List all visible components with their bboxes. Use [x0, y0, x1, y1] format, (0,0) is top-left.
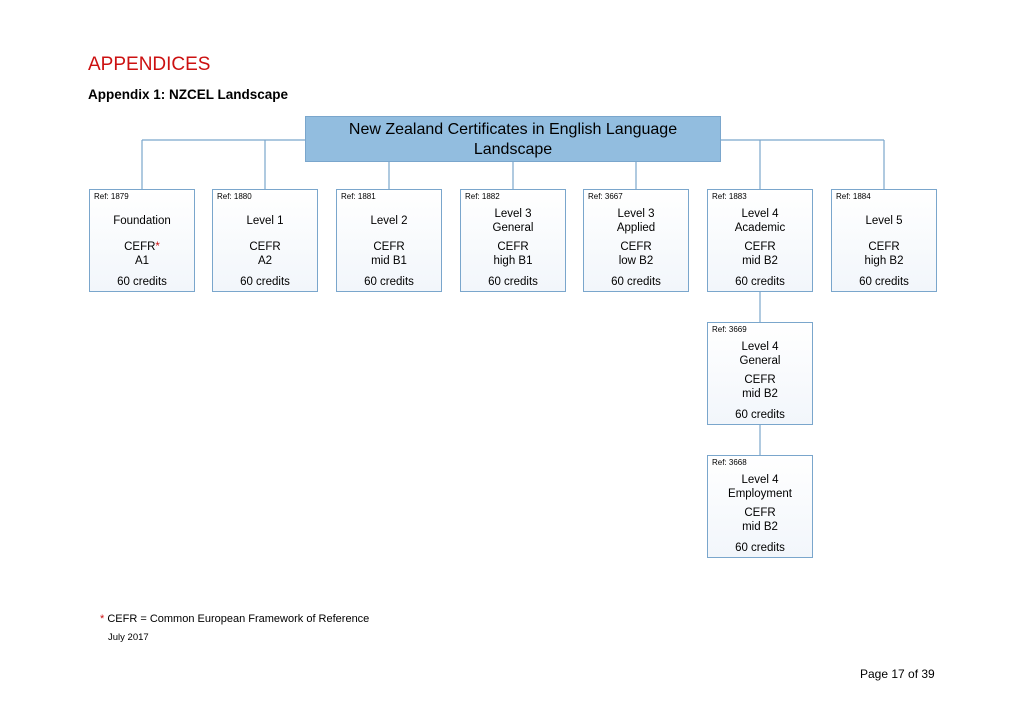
node-ref: Ref: 1881: [341, 192, 376, 201]
node-name: Level 1: [246, 215, 284, 227]
node-cefr-label: CEFR: [497, 241, 529, 253]
node-level-1: [212, 189, 318, 292]
node-name: Level 2: [370, 215, 408, 227]
asterisk-mark: *: [100, 613, 105, 625]
root-title-line1: New Zealand Certificates in English Language: [348, 121, 678, 138]
document-date: July 2017: [108, 632, 149, 643]
node-level-2: [336, 189, 442, 292]
node-cefr-label: CEFR: [744, 507, 776, 519]
node-cefr-level: mid B1: [371, 255, 407, 267]
node-cefr-label: CEFR: [744, 374, 776, 386]
node-level-4-academic: [707, 189, 813, 292]
node-cefr-level: mid B2: [742, 255, 778, 267]
node-ref: Ref: 1879: [94, 192, 129, 201]
node-credits: 60 credits: [488, 276, 538, 288]
node-name: Level 4 Employment: [728, 474, 792, 500]
node-cefr-level: high B2: [864, 255, 904, 267]
node-cefr-label: CEFR: [868, 241, 900, 253]
node-credits: 60 credits: [735, 542, 785, 554]
node-credits: 60 credits: [240, 276, 290, 288]
node-name: Level 3 Applied: [616, 208, 656, 234]
page-number: Page 17 of 39: [860, 667, 935, 681]
node-credits: 60 credits: [735, 409, 785, 421]
node-cefr-level: high B1: [493, 255, 533, 267]
node-ref: Ref: 1884: [836, 192, 871, 201]
node-credits: 60 credits: [611, 276, 661, 288]
footnote-text: CEFR = Common European Framework of Reference: [104, 613, 370, 625]
node-cefr-level: mid B2: [742, 388, 778, 400]
node-cefr-level: A2: [257, 255, 273, 267]
node-cefr-level: A1: [134, 255, 150, 267]
node-ref: Ref: 3668: [712, 458, 747, 467]
asterisk-mark: *: [155, 241, 160, 253]
node-credits: 60 credits: [364, 276, 414, 288]
node-cefr-label: CEFR: [373, 241, 405, 253]
page-heading: APPENDICES: [88, 54, 211, 75]
node-foundation: [89, 189, 195, 292]
node-credits: 60 credits: [117, 276, 167, 288]
node-ref: Ref: 1882: [465, 192, 500, 201]
node-level-3-general: [460, 189, 566, 292]
root-box: [305, 116, 721, 162]
node-name: Foundation: [113, 215, 171, 227]
node-cefr-label: CEFR: [744, 241, 776, 253]
node-level-4-general: [707, 322, 813, 425]
node-cefr-label: CEFR*: [124, 241, 160, 253]
node-cefr-level: mid B2: [742, 521, 778, 533]
node-credits: 60 credits: [859, 276, 909, 288]
node-cefr-level: low B2: [618, 255, 654, 267]
node-credits: 60 credits: [735, 276, 785, 288]
node-name: Level 4 General: [739, 341, 781, 367]
node-cefr-label: CEFR: [249, 241, 281, 253]
node-name: Level 3 General: [492, 208, 534, 234]
node-level-5: [831, 189, 937, 292]
node-cefr-label: CEFR: [620, 241, 652, 253]
node-ref: Ref: 1880: [217, 192, 252, 201]
node-level-4-employment: [707, 455, 813, 558]
footnote: [100, 613, 369, 625]
node-level-3-applied: [583, 189, 689, 292]
node-name: Level 4 Academic: [734, 208, 786, 234]
node-ref: Ref: 1883: [712, 192, 747, 201]
root-title-line2: Landscape: [473, 141, 553, 158]
node-ref: Ref: 3669: [712, 325, 747, 334]
node-name: Level 5: [865, 215, 903, 227]
node-ref: Ref: 3667: [588, 192, 623, 201]
appendix-subheading: Appendix 1: NZCEL Landscape: [88, 87, 289, 102]
